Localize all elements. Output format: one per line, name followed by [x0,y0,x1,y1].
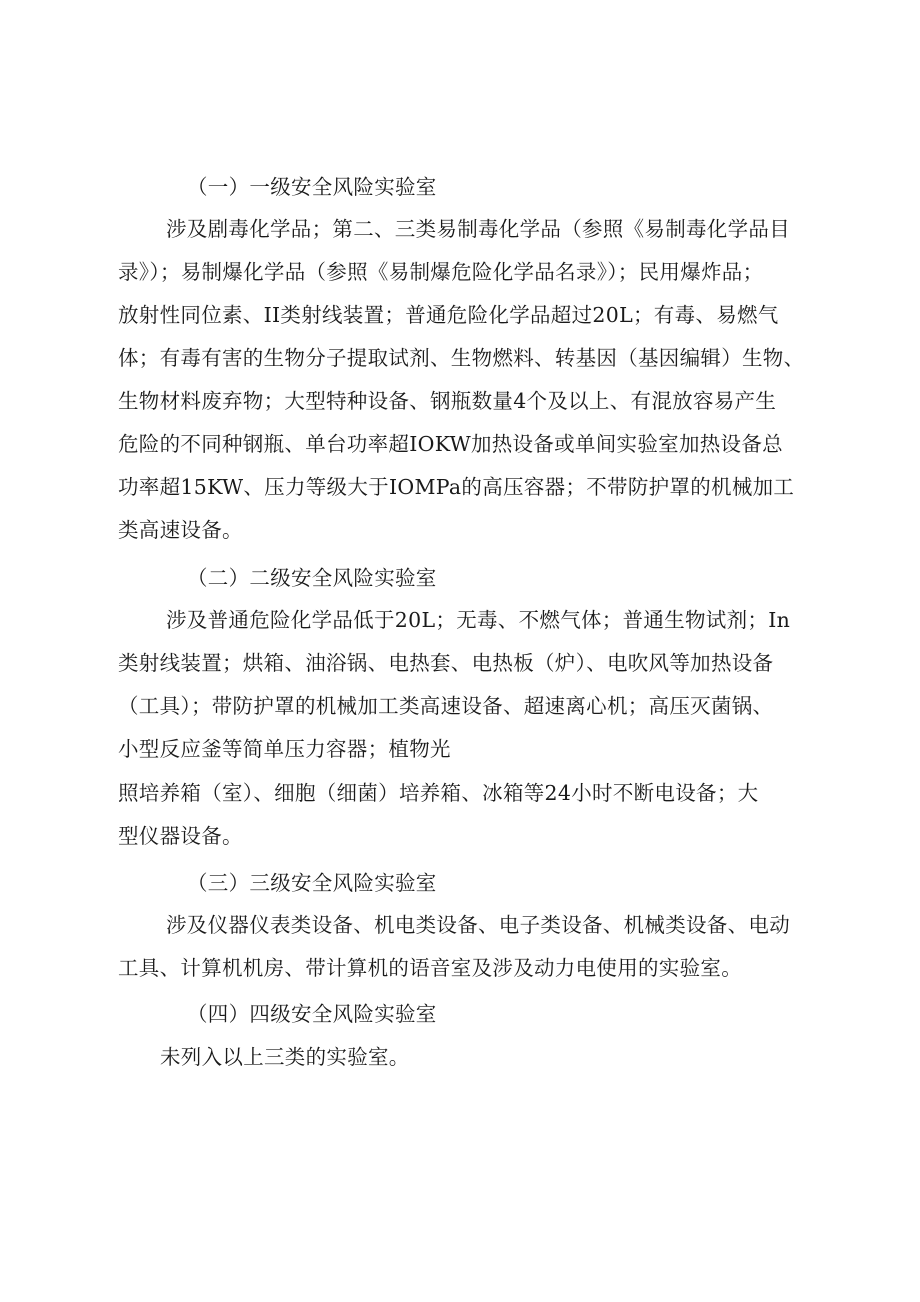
section-3-line-1: 涉及仪器仪表类设备、机电类设备、电子类设备、机械类设备、电动 [166,913,790,937]
section-2-line-5: 照培养箱（室）、细胞（细菌）培养箱、冰箱等24小时不断电设备；大 [118,781,759,805]
section-2-line-1: 涉及普通危险化学品低于20L；无毒、不燃气体；普通生物试剂；In [166,608,791,632]
section-1-line-2: 录》）；易制爆化学品（参照《易制爆危险化学品名录》）；民用爆炸品； [118,260,764,284]
section-4-line-1: 未列入以上三类的实验室。 [160,1045,410,1069]
section-3-heading: （三）三级安全风险实验室 [187,871,437,895]
section-1-line-4: 体；有毒有害的生物分子提取试剂、生物燃料、转基因（基因编辑）生物、 [118,346,805,370]
section-2-line-3: （工具）；带防护罩的机械加工类高速设备、超速离心机；高压灭菌锅、 [118,694,774,718]
section-2-line-6: 型仪器设备。 [118,824,243,848]
section-2-line-4: 小型反应釜等简单压力容器；植物光 [118,737,451,761]
section-1-line-6: 危险的不同种钢瓶、单台功率超IOKW加热设备或单间实验室加热设备总 [118,432,783,456]
section-1-line-8: 类高速设备。 [118,518,243,542]
section-2-line-2: 类射线装置；烘箱、油浴锅、电热套、电热板（炉）、电吹风等加热设备 [118,651,774,675]
section-3-line-2: 工具、计算机机房、带计算机的语音室及涉及动力电使用的实验室。 [118,956,742,980]
section-1-line-5: 生物材料废弃物；大型特种设备、钢瓶数量4个及以上、有混放容易产生 [118,389,777,413]
section-2-heading: （二）二级安全风险实验室 [187,566,437,590]
section-1-line-1: 涉及剧毒化学品；第二、三类易制毒化学品（参照《易制毒化学品目 [166,217,790,241]
section-1-line-7: 功率超15KW、压力等级大于IOMPa的高压容器；不带防护罩的机械加工 [118,475,795,499]
section-1-heading: （一）一级安全风险实验室 [187,175,437,199]
section-1-line-3: 放射性同位素、II类射线装置；普通危险化学品超过20L；有毒、易燃气 [118,303,779,327]
section-4-heading: （四）四级安全风险实验室 [187,1002,437,1026]
